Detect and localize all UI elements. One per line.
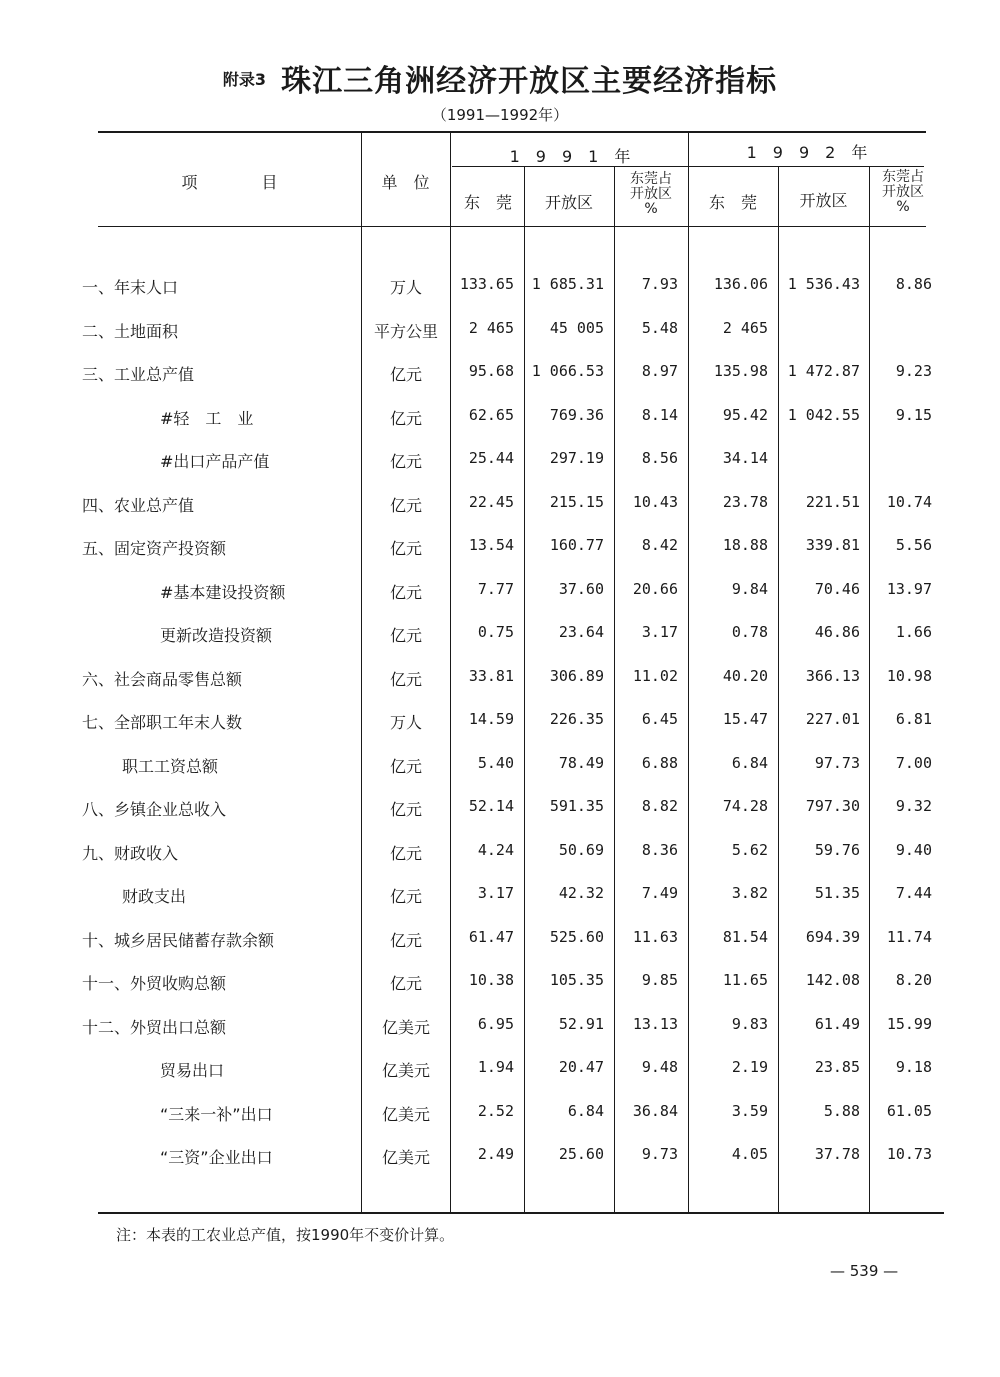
table-row xyxy=(0,785,1000,829)
table-row xyxy=(0,437,1000,481)
cell-openzone-1991: 525.60 xyxy=(549,927,604,946)
cell-openzone-1992: 221.51 xyxy=(805,492,860,511)
cell-share-1991: 11.02 xyxy=(632,666,678,685)
cell-dongguan-1991: 1.94 xyxy=(477,1058,514,1076)
cell-share-1992: 7.44 xyxy=(895,884,932,902)
row-unit: 亿元 xyxy=(389,887,422,906)
cell-openzone-1991: 1 685.31 xyxy=(531,275,604,293)
cell-openzone-1992: 37.78 xyxy=(814,1145,860,1163)
cell-share-1992: 9.40 xyxy=(895,840,932,859)
cell-openzone-1992: 227.01 xyxy=(805,710,860,728)
cell-dongguan-1991: 2.49 xyxy=(477,1145,514,1163)
period-subtitle: （1991—1992年） xyxy=(431,106,569,124)
table-row xyxy=(0,263,1000,307)
cell-dongguan-1992: 135.98 xyxy=(713,362,768,380)
cell-dongguan-1992: 2 465 xyxy=(722,318,768,337)
cell-dongguan-1991: 10.38 xyxy=(468,971,514,989)
table-row xyxy=(0,1003,1000,1047)
cell-share-1992: 9.18 xyxy=(895,1058,932,1076)
cell-openzone-1991: 42.32 xyxy=(558,884,604,902)
cell-dongguan-1991: 5.40 xyxy=(477,753,514,772)
cell-dongguan-1992: 74.28 xyxy=(722,797,768,815)
cell-dongguan-1992: 5.62 xyxy=(731,840,768,859)
cell-share-1991: 8.97 xyxy=(641,362,678,380)
cell-dongguan-1991: 25.44 xyxy=(468,449,514,467)
header-year-1992: 1 9 9 2 年 xyxy=(746,143,868,162)
table-row xyxy=(0,394,1000,438)
cell-share-1991: 6.45 xyxy=(641,710,678,728)
cell-dongguan-1992: 15.47 xyxy=(722,710,768,728)
cell-dongguan-1992: 3.82 xyxy=(731,884,768,902)
cell-openzone-1992: 1 536.43 xyxy=(787,275,860,293)
cell-dongguan-1992: 136.06 xyxy=(713,275,768,293)
cell-openzone-1991: 160.77 xyxy=(549,536,604,554)
row-unit: 亿元 xyxy=(389,930,422,950)
row-label: 九、财政收入 xyxy=(82,843,179,863)
row-unit: 亿美元 xyxy=(381,1104,430,1124)
cell-dongguan-1991: 13.54 xyxy=(468,536,514,554)
row-label: #轻 工 业 xyxy=(160,408,254,428)
header-item: 项 目 xyxy=(181,173,278,192)
cell-openzone-1991: 1 066.53 xyxy=(531,362,604,380)
table-row xyxy=(0,655,1000,699)
row-unit: 亿元 xyxy=(389,756,422,776)
table-row xyxy=(0,481,1000,525)
cell-openzone-1991: 37.60 xyxy=(558,579,604,598)
table-row xyxy=(0,1046,1000,1090)
row-label: 十、城乡居民储蓄存款余额 xyxy=(82,930,275,950)
row-label: 职工工资总额 xyxy=(122,756,219,776)
cell-openzone-1991: 23.64 xyxy=(558,623,604,641)
cell-openzone-1991: 50.69 xyxy=(558,840,604,859)
cell-openzone-1992: 46.86 xyxy=(814,623,860,641)
cell-share-1992: 15.99 xyxy=(886,1014,932,1033)
table-row xyxy=(0,1133,1000,1177)
row-unit: 亿元 xyxy=(389,843,422,863)
page-title: 珠江三角洲经济开放区主要经济指标 xyxy=(281,64,778,99)
cell-share-1991: 7.49 xyxy=(641,884,678,902)
cell-openzone-1991: 591.35 xyxy=(549,797,604,815)
cell-dongguan-1992: 0.78 xyxy=(731,623,768,641)
table-row xyxy=(0,611,1000,655)
cell-dongguan-1991: 2 465 xyxy=(468,318,514,337)
cell-share-1991: 20.66 xyxy=(632,579,678,598)
cell-openzone-1992: 366.13 xyxy=(805,666,860,685)
row-unit: 亿元 xyxy=(389,669,422,689)
row-unit: 亿元 xyxy=(389,365,422,384)
cell-share-1992: 10.74 xyxy=(886,492,932,511)
cell-openzone-1992: 5.88 xyxy=(823,1101,860,1120)
table-row xyxy=(0,1090,1000,1134)
row-label: 二、土地面积 xyxy=(82,321,179,341)
cell-share-1991: 9.85 xyxy=(641,971,678,989)
row-label: 财政支出 xyxy=(122,887,187,906)
table-row xyxy=(0,698,1000,742)
cell-dongguan-1991: 0.75 xyxy=(477,623,514,641)
cell-openzone-1991: 25.60 xyxy=(558,1145,604,1163)
row-label: 十二、外贸出口总额 xyxy=(82,1017,227,1037)
cell-dongguan-1992: 40.20 xyxy=(722,666,768,685)
cell-openzone-1991: 52.91 xyxy=(558,1014,604,1033)
header-openzone-1992: 开放区 xyxy=(799,191,848,210)
header-openzone-1991: 开放区 xyxy=(544,193,593,212)
cell-share-1991: 6.88 xyxy=(641,753,678,772)
cell-openzone-1991: 45 005 xyxy=(549,318,604,337)
cell-dongguan-1992: 3.59 xyxy=(731,1101,768,1120)
cell-openzone-1991: 105.35 xyxy=(549,971,604,989)
cell-openzone-1991: 6.84 xyxy=(567,1101,604,1120)
table-row xyxy=(0,829,1000,873)
row-label: 八、乡镇企业总收入 xyxy=(82,800,227,819)
cell-openzone-1992: 97.73 xyxy=(814,753,860,772)
cell-share-1992: 61.05 xyxy=(886,1101,932,1120)
cell-dongguan-1992: 23.78 xyxy=(722,492,768,511)
cell-share-1991: 8.14 xyxy=(641,405,678,424)
cell-openzone-1992: 23.85 xyxy=(814,1058,860,1076)
row-label: 十一、外贸收购总额 xyxy=(82,974,227,993)
row-label: “三资”企业出口 xyxy=(160,1148,273,1167)
appendix-label: 附录3 xyxy=(222,69,267,89)
cell-dongguan-1991: 3.17 xyxy=(477,884,514,902)
cell-share-1992: 8.20 xyxy=(895,971,932,989)
cell-dongguan-1991: 62.65 xyxy=(468,405,514,424)
row-label: 更新改造投资额 xyxy=(160,626,273,645)
row-unit: 亿元 xyxy=(389,626,422,645)
cell-dongguan-1992: 4.05 xyxy=(731,1145,768,1163)
cell-dongguan-1991: 22.45 xyxy=(468,492,514,511)
cell-openzone-1992: 61.49 xyxy=(814,1014,860,1033)
cell-openzone-1991: 78.49 xyxy=(558,753,604,772)
cell-share-1991: 9.48 xyxy=(641,1058,678,1076)
cell-openzone-1992: 339.81 xyxy=(805,536,860,554)
row-unit: 亿元 xyxy=(389,408,422,428)
title-block xyxy=(0,56,1000,100)
cell-openzone-1991: 215.15 xyxy=(549,492,604,511)
cell-share-1992: 10.73 xyxy=(886,1145,932,1163)
row-unit: 亿元 xyxy=(389,800,422,819)
table-row xyxy=(0,959,1000,1003)
cell-openzone-1991: 226.35 xyxy=(549,710,604,728)
cell-share-1991: 11.63 xyxy=(632,927,678,946)
table-row xyxy=(0,524,1000,568)
row-label: 五、固定资产投资额 xyxy=(82,539,227,558)
cell-openzone-1991: 20.47 xyxy=(558,1058,604,1076)
table-row xyxy=(0,742,1000,786)
row-label: 三、工业总产值 xyxy=(82,365,195,384)
cell-share-1991: 8.82 xyxy=(641,797,678,815)
row-unit: 亿元 xyxy=(389,582,422,602)
header-unit: 单 位 xyxy=(381,173,430,192)
cell-openzone-1991: 306.89 xyxy=(549,666,604,685)
row-label: “三来一补”出口 xyxy=(160,1104,273,1124)
row-unit: 亿元 xyxy=(389,495,422,515)
table-bottom-rule xyxy=(98,1212,944,1214)
cell-dongguan-1991: 2.52 xyxy=(477,1101,514,1120)
row-unit: 亿美元 xyxy=(381,1061,430,1080)
row-label: #出口产品产值 xyxy=(160,452,270,471)
row-unit: 亿元 xyxy=(389,452,422,471)
row-label: 一、年末人口 xyxy=(82,278,179,297)
cell-dongguan-1992: 9.84 xyxy=(731,579,768,598)
cell-dongguan-1992: 34.14 xyxy=(722,449,768,467)
header-dongguan-1991: 东 莞 xyxy=(463,193,512,212)
page-number: — 539 — xyxy=(830,1262,899,1280)
cell-openzone-1992: 797.30 xyxy=(805,797,860,815)
cell-openzone-1992: 70.46 xyxy=(814,579,860,598)
row-unit: 平方公里 xyxy=(373,321,438,341)
footnote: 注：本表的工农业总产值，按1990年不变价计算。 xyxy=(116,1226,455,1244)
row-label: 六、社会商品零售总额 xyxy=(82,669,243,689)
header-share-1992: 东莞占 开放区 % xyxy=(882,169,924,215)
header-bottom-rule xyxy=(98,226,926,227)
table-row xyxy=(0,872,1000,916)
cell-dongguan-1991: 7.77 xyxy=(477,579,514,598)
cell-share-1991: 8.36 xyxy=(641,840,678,859)
cell-dongguan-1992: 81.54 xyxy=(722,927,768,946)
row-unit: 万人 xyxy=(389,278,422,297)
cell-openzone-1992: 51.35 xyxy=(814,884,860,902)
cell-share-1992: 5.56 xyxy=(895,536,932,554)
cell-share-1991: 8.56 xyxy=(641,449,678,467)
cell-dongguan-1991: 95.68 xyxy=(468,362,514,380)
row-label: 七、全部职工年末人数 xyxy=(82,713,243,732)
cell-share-1992: 8.86 xyxy=(895,275,932,293)
cell-openzone-1992: 59.76 xyxy=(814,840,860,859)
cell-share-1991: 7.93 xyxy=(641,275,678,293)
row-unit: 亿元 xyxy=(389,539,422,558)
cell-share-1991: 10.43 xyxy=(632,492,678,511)
cell-dongguan-1991: 61.47 xyxy=(468,927,514,946)
cell-share-1991: 9.73 xyxy=(641,1145,678,1163)
row-label: #基本建设投资额 xyxy=(160,582,286,602)
header-share-1991: 东莞占 开放区 % xyxy=(630,171,672,217)
cell-share-1992: 10.98 xyxy=(886,666,932,685)
cell-share-1992: 9.15 xyxy=(895,405,932,424)
cell-dongguan-1992: 18.88 xyxy=(722,536,768,554)
cell-share-1991: 5.48 xyxy=(641,318,678,337)
cell-openzone-1992: 694.39 xyxy=(805,927,860,946)
table-body xyxy=(0,263,1000,1177)
row-unit: 亿元 xyxy=(389,974,422,993)
cell-dongguan-1991: 4.24 xyxy=(477,840,514,859)
cell-dongguan-1991: 133.65 xyxy=(459,275,514,293)
cell-dongguan-1992: 11.65 xyxy=(722,971,768,989)
row-label: 贸易出口 xyxy=(160,1061,225,1080)
cell-openzone-1991: 769.36 xyxy=(549,405,604,424)
cell-dongguan-1991: 33.81 xyxy=(468,666,514,685)
cell-share-1992: 11.74 xyxy=(886,927,932,946)
cell-openzone-1992: 1 472.87 xyxy=(787,362,860,380)
cell-dongguan-1992: 6.84 xyxy=(731,753,768,772)
cell-share-1992: 13.97 xyxy=(886,579,932,598)
row-unit: 万人 xyxy=(389,713,422,732)
cell-share-1992: 7.00 xyxy=(895,753,932,772)
cell-dongguan-1991: 14.59 xyxy=(468,710,514,728)
cell-openzone-1992: 1 042.55 xyxy=(787,405,860,424)
table-top-rule xyxy=(98,131,926,133)
table-row xyxy=(0,350,1000,394)
cell-share-1991: 8.42 xyxy=(641,536,678,554)
cell-share-1992: 9.32 xyxy=(895,797,932,815)
cell-dongguan-1991: 6.95 xyxy=(477,1014,514,1033)
cell-share-1992: 1.66 xyxy=(895,623,932,641)
cell-share-1992: 9.23 xyxy=(895,362,932,380)
header-year-1991: 1 9 9 1 年 xyxy=(509,147,631,166)
cell-share-1991: 3.17 xyxy=(641,623,678,641)
cell-openzone-1991: 297.19 xyxy=(549,449,604,467)
row-unit: 亿美元 xyxy=(381,1148,430,1167)
row-unit: 亿美元 xyxy=(381,1017,430,1037)
table-row xyxy=(0,568,1000,612)
cell-share-1991: 36.84 xyxy=(632,1101,678,1120)
cell-share-1992: 6.81 xyxy=(895,710,932,728)
cell-dongguan-1992: 9.83 xyxy=(731,1014,768,1033)
cell-share-1991: 13.13 xyxy=(632,1014,678,1033)
row-label: 四、农业总产值 xyxy=(82,495,195,515)
cell-openzone-1992: 142.08 xyxy=(805,971,860,989)
cell-dongguan-1992: 2.19 xyxy=(731,1058,768,1076)
table-row xyxy=(0,307,1000,351)
header-dongguan-1992: 东 莞 xyxy=(708,193,757,212)
cell-dongguan-1991: 52.14 xyxy=(468,797,514,815)
cell-dongguan-1992: 95.42 xyxy=(722,405,768,424)
table-row xyxy=(0,916,1000,960)
